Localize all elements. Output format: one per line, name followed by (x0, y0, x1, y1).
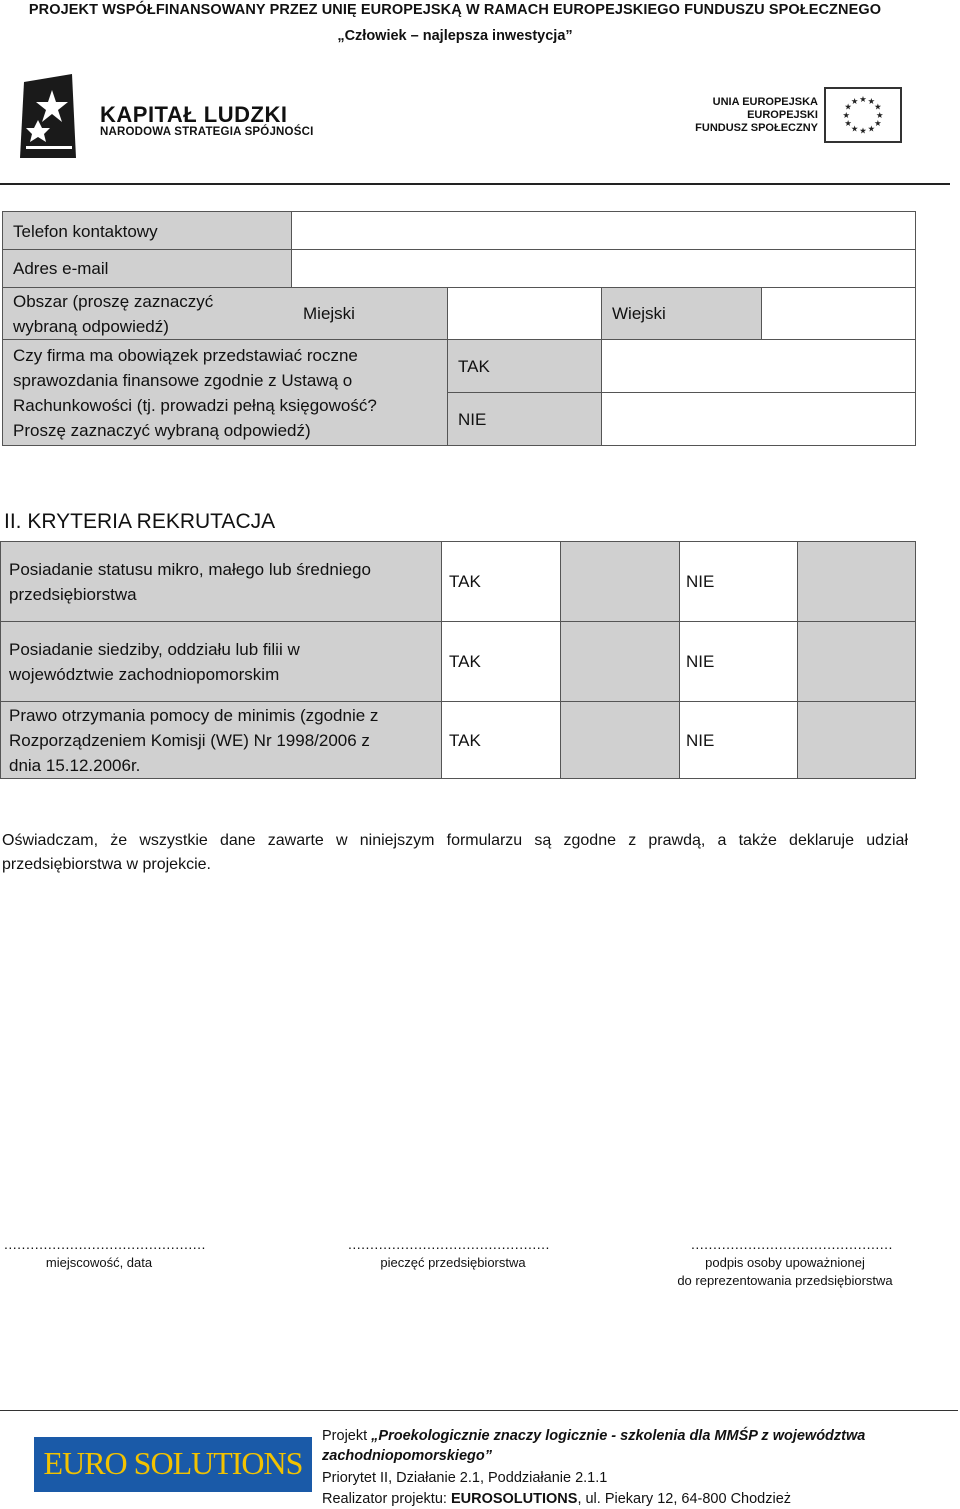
criteria-no-box[interactable] (797, 701, 916, 779)
header-divider (0, 183, 950, 185)
criteria-label-line1: Posiadanie statusu mikro, małego lub średniego (9, 560, 371, 579)
criteria-no-option[interactable]: NIE (679, 701, 798, 779)
eu-logo-line1: UNIA EUROPEJSKA (712, 96, 818, 108)
criteria-no-box[interactable] (797, 621, 916, 702)
criteria-label-line2: województwie zachodniopomorskim (9, 665, 280, 684)
area-label-line2: wybraną odpowiedź) (13, 317, 169, 336)
area-rural-checkbox[interactable] (761, 287, 916, 340)
area-option-urban: Miejski (303, 304, 355, 323)
reporting-question-line1: Czy firma ma obowiązek przedstawiać roczne (13, 346, 358, 365)
svg-text:★: ★ (867, 95, 876, 106)
footer-project-name-1: „Proekologicznie znaczy logicznie - szkolenia dla MMŚP z województwa (371, 1428, 866, 1444)
signature-label-line1: podpis osoby upoważnionej (705, 1255, 865, 1270)
svg-text:★: ★ (850, 95, 859, 106)
footer-priority: Priorytet II, Działanie 2.1, Poddziałanie 2.1.1 (322, 1470, 608, 1486)
footer-project-name-2: zachodniopomorskiego” (322, 1448, 492, 1464)
phone-label: Telefon kontaktowy (2, 211, 292, 250)
signature-label-line2: do reprezentowania przedsiębiorstwa (677, 1273, 893, 1288)
eu-logo-line2: EUROPEJSKI (747, 109, 818, 121)
signature-line-sign: .............................................. (691, 1236, 893, 1252)
criteria-yes-box[interactable] (560, 701, 680, 779)
area-rural-label: Wiejski (601, 287, 762, 340)
svg-text:★: ★ (859, 94, 867, 104)
reporting-yes-checkbox[interactable] (601, 339, 916, 393)
footer-realizer-prefix: Realizator projektu: (322, 1491, 451, 1507)
criteria-label-line1: Prawo otrzymania pomocy de minimis (zgodnie z (9, 706, 379, 725)
criteria-no-option[interactable]: NIE (679, 541, 798, 622)
email-label: Adres e-mail (2, 249, 292, 288)
signature-line-stamp: .............................................. (348, 1236, 550, 1252)
reporting-no-label: NIE (447, 392, 602, 446)
svg-text:★: ★ (844, 101, 852, 112)
signature-line-place: .............................................. (4, 1236, 206, 1252)
criteria-no-option[interactable]: NIE (679, 621, 798, 702)
footer-realizer-address: , ul. Piekary 12, 64-800 Chodzież (577, 1491, 792, 1507)
svg-text:★: ★ (844, 118, 852, 129)
area-question (2, 287, 448, 340)
svg-text:★: ★ (842, 109, 851, 120)
stamp-label: pieczęć przedsiębiorstwa (380, 1255, 526, 1270)
reporting-question-line4: Proszę zaznaczyć wybraną odpowiedź) (13, 421, 311, 440)
email-field[interactable] (291, 249, 916, 288)
kapital-ludzki-title: KAPITAŁ LUDZKI (100, 102, 288, 127)
criteria-label-line2: Rozporządzeniem Komisji (WE) Nr 1998/2006 z (9, 731, 370, 750)
svg-text:★: ★ (874, 118, 882, 129)
footer-realizer-name: EUROSOLUTIONS (450, 1491, 578, 1507)
reporting-yes-label: TAK (447, 339, 602, 393)
footer-divider (0, 1410, 958, 1411)
criteria-yes-option[interactable]: TAK (441, 701, 561, 779)
criteria-yes-option[interactable]: TAK (441, 541, 561, 622)
reporting-question-line2: sprawozdania finansowe zgodnie z Ustawą o (13, 371, 353, 390)
eu-logo-line3: FUNDUSZ SPOŁECZNY (695, 122, 818, 134)
kapital-ludzki-subtitle: NARODOWA STRATEGIA SPÓJNOŚCI (100, 126, 314, 138)
kapital-ludzki-emblem (16, 72, 80, 162)
svg-text:★: ★ (875, 109, 884, 120)
criteria-row (0, 541, 442, 622)
header-slogan: „Człowiek – najlepsza inwestycja” (337, 28, 573, 44)
criteria-label-line2: przedsiębiorstwa (9, 585, 137, 604)
criteria-yes-box[interactable] (560, 541, 680, 622)
criteria-label-line1: Posiadanie siedziby, oddziału lub filii w (9, 640, 300, 659)
svg-text:★: ★ (874, 101, 882, 112)
criteria-yes-box[interactable] (560, 621, 680, 702)
criteria-title: II. KRYTERIA REKRUTACJA (4, 510, 276, 533)
eurosolutions-logo-text: EURO SOLUTIONS (43, 1445, 303, 1481)
footer-project-line2 (322, 1447, 492, 1465)
place-date-label: miejscowość, data (45, 1255, 153, 1270)
reporting-no-checkbox[interactable] (601, 392, 916, 446)
footer-project-line1 (322, 1427, 865, 1445)
area-label-line1: Obszar (proszę zaznaczyć (13, 292, 214, 311)
svg-text:★: ★ (850, 123, 859, 134)
criteria-label-line3: dnia 15.12.2006r. (9, 756, 141, 775)
reporting-question-line3: Rachunkowości (tj. prowadzi pełną księgowość? (13, 396, 377, 415)
eurosolutions-logo (34, 1437, 312, 1492)
svg-text:★: ★ (859, 125, 867, 136)
criteria-yes-option[interactable]: TAK (441, 621, 561, 702)
eu-flag-icon (824, 87, 902, 143)
area-urban-checkbox[interactable] (447, 287, 602, 340)
footer-project-prefix: Projekt (322, 1428, 372, 1444)
footer-realizer (322, 1490, 791, 1508)
declaration-text: Oświadczam, że wszystkie dane zawarte w niniejszym formularzu są zgodne z prawdą, a także deklaruje udział przedsiębiorstwa w projekcie. (2, 832, 908, 873)
svg-text:★: ★ (867, 123, 876, 134)
criteria-row (0, 621, 442, 702)
criteria-row (0, 701, 442, 779)
reporting-question (2, 339, 448, 446)
criteria-no-box[interactable] (797, 541, 916, 622)
phone-field[interactable] (291, 211, 916, 250)
header-eu-funding: PROJEKT WSPÓŁFINANSOWANY PRZEZ UNIĘ EUROPEJSKĄ W RAMACH EUROPEJSKIEGO FUNDUSZU SPOŁECZNEGO (28, 2, 882, 18)
